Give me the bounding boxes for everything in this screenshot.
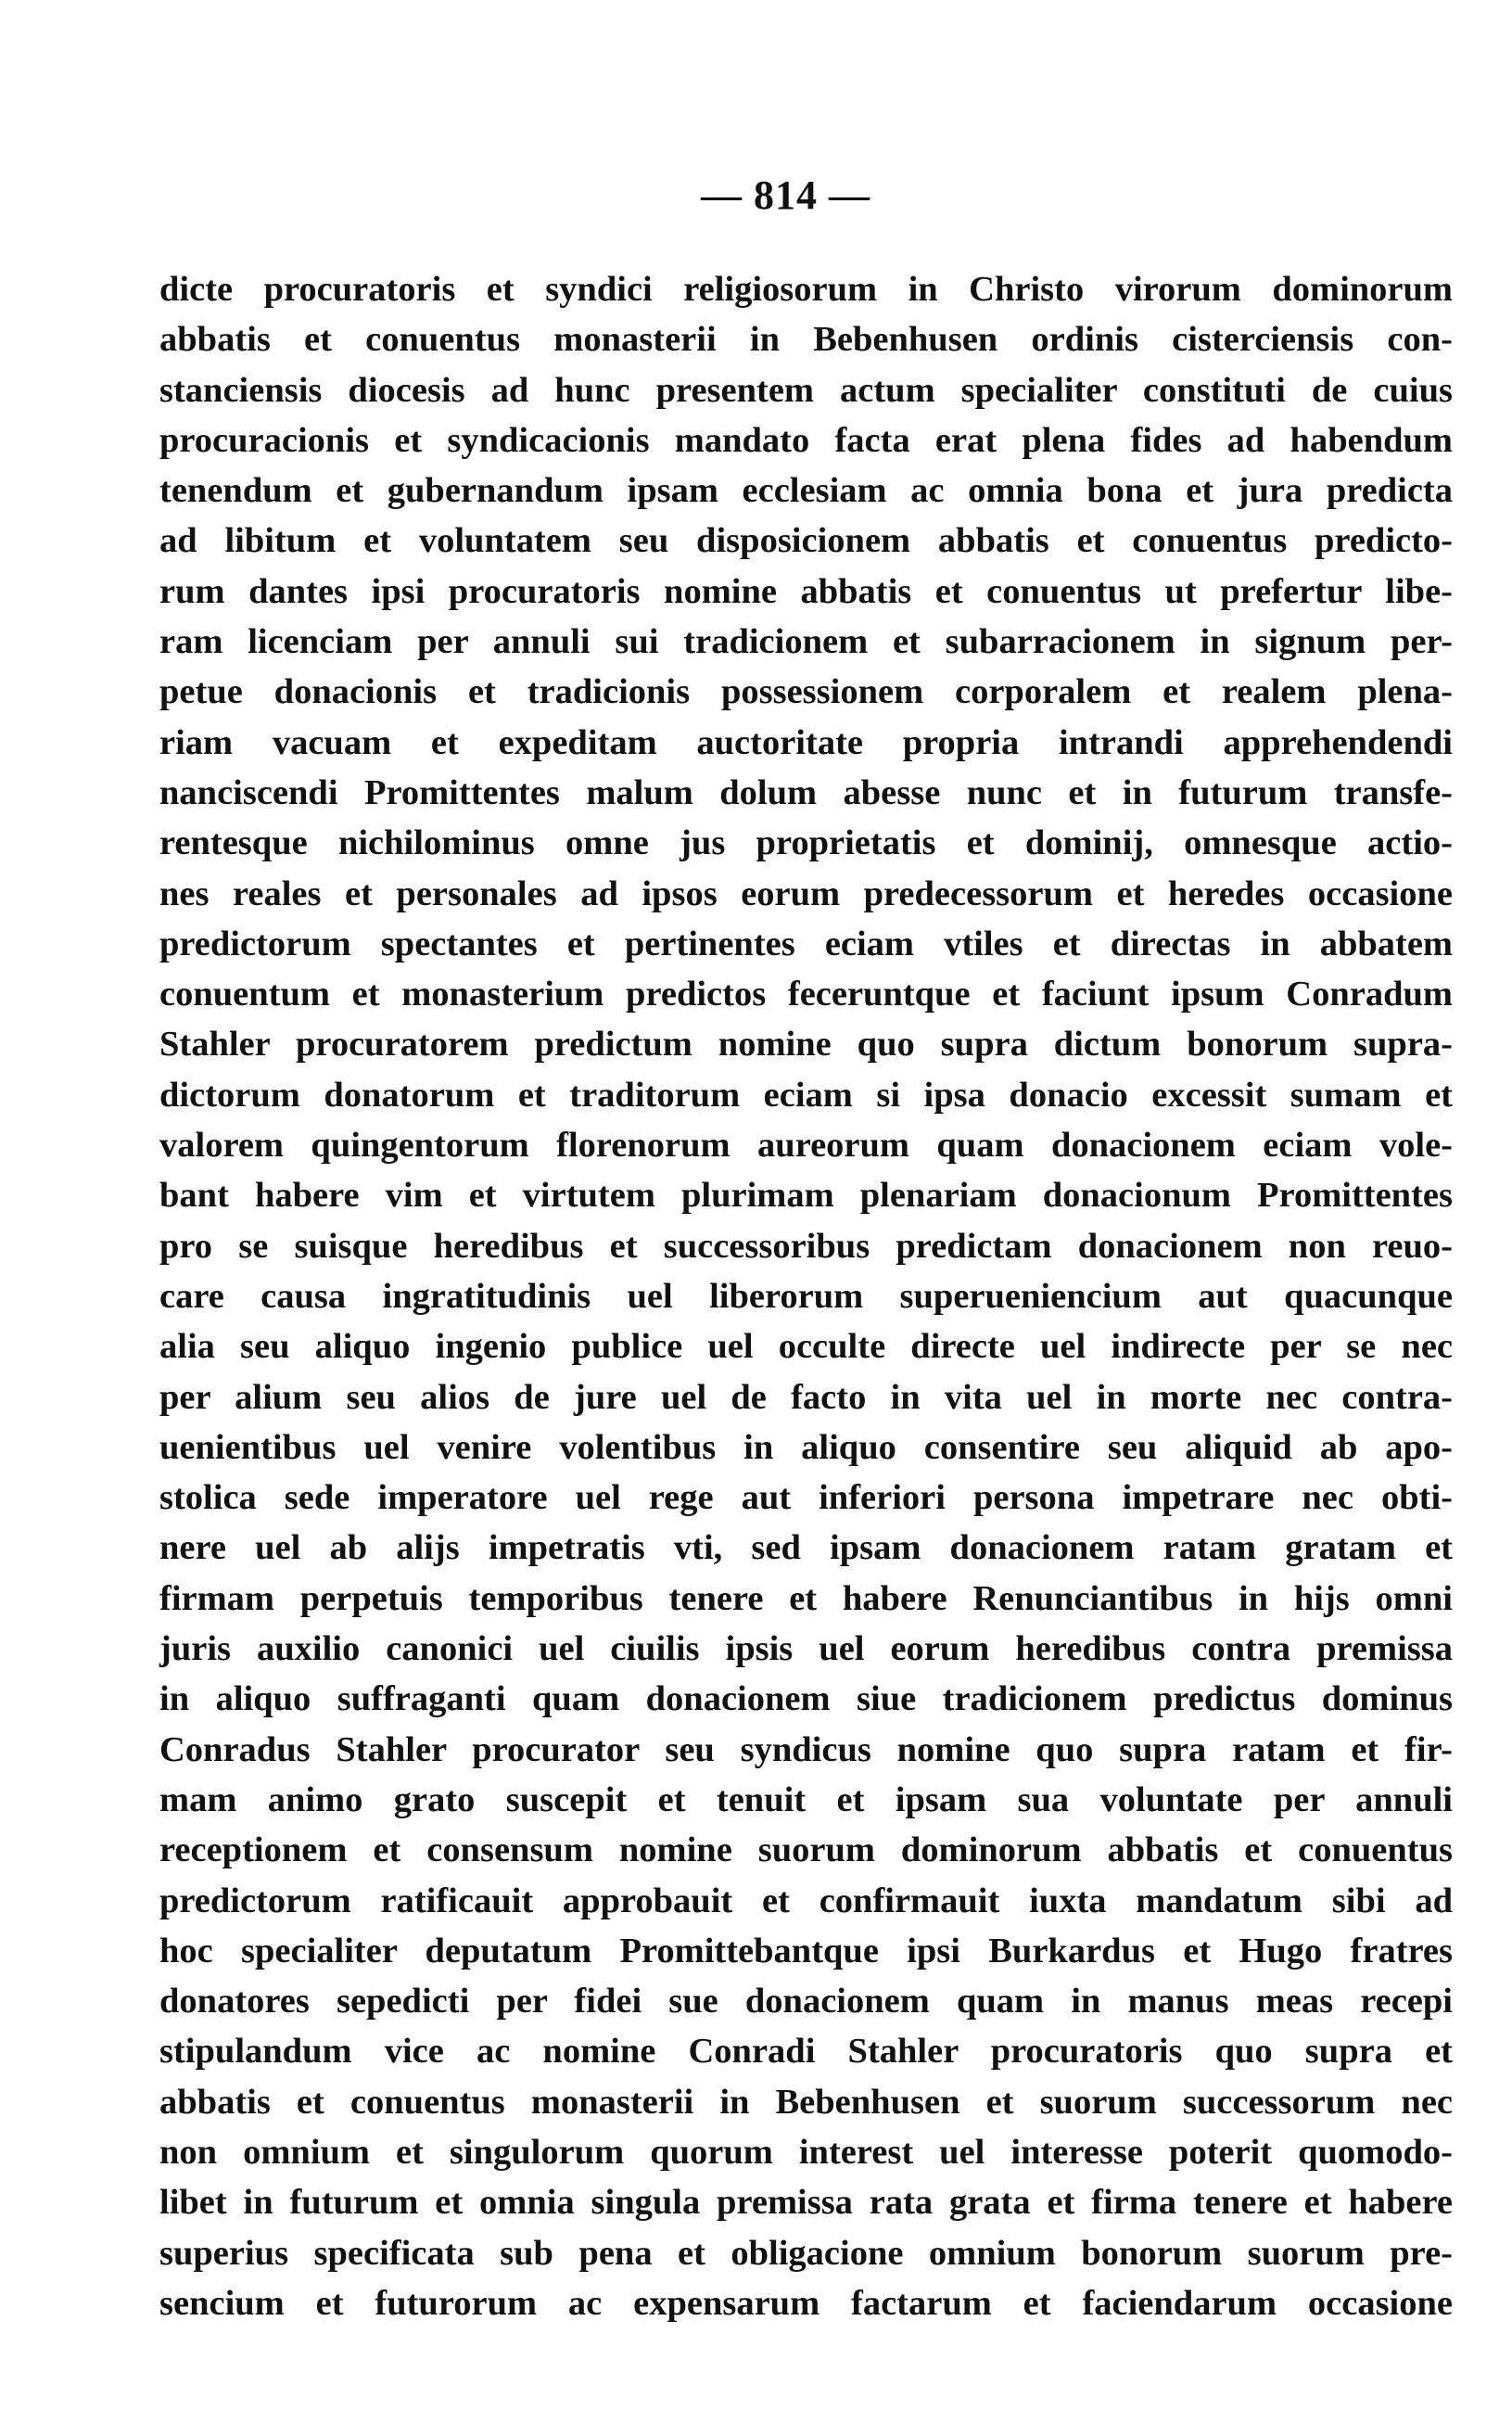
text-line: riam vacuam et expeditam auctoritate propria intrandi apprehendendi — [159, 722, 1453, 762]
text-line: dicte procuratoris et syndici religiosorum in Christo virorum dominorum — [159, 270, 1453, 309]
text-line: dictorum donatorum et traditorum eciam si ipsa donacio excessit sumam et — [159, 1075, 1453, 1115]
text-line: nanciscendi Promittentes malum dolum abesse nunc et in futurum transfe- — [159, 772, 1453, 812]
text-line: predictorum ratificauit approbauit et confirmauit iuxta mandatum sibi ad — [159, 1881, 1453, 1920]
text-line: rentesque nichilominus omne jus proprietatis et dominij, omnesque actio- — [159, 823, 1453, 863]
text-line: tenendum et gubernandum ipsam ecclesiam ac omnia bona et jura predicta — [159, 471, 1453, 511]
text-line: libet in futurum et omnia singula premissa rata grata et firma tenere et habere — [159, 2183, 1453, 2223]
text-line: in aliquo suffraganti quam donacionem siue tradicionem predictus dominus — [159, 1679, 1453, 1719]
document-body — [159, 264, 1453, 2328]
text-line: valorem quingentorum florenorum aureorum quam donacionem eciam vole- — [159, 1126, 1453, 1166]
text-line: sencium et futurorum ac expensarum factarum et faciendarum occasione — [159, 2283, 1453, 2323]
text-line: abbatis et conuentus monasterii in Bebenhusen ordinis cisterciensis con- — [159, 320, 1453, 360]
text-line: ad libitum et voluntatem seu disposicionem abbatis et conuentus predicto- — [159, 521, 1453, 561]
text-line: conuentum et monasterium predictos feceruntque et faciunt ipsum Conradum — [159, 975, 1453, 1014]
text-line: Conradus Stahler procurator seu syndicus nomine quo supra ratam et fir- — [159, 1729, 1453, 1769]
text-line: predictorum spectantes et pertinentes eciam vtiles et directas in abbatem — [159, 924, 1453, 963]
text-line: juris auxilio canonici uel ciuilis ipsis uel eorum heredibus contra premissa — [159, 1629, 1453, 1669]
text-line: Stahler procuratorem predictum nomine quo supra dictum bonorum supra- — [159, 1025, 1453, 1065]
text-line: ram licenciam per annuli sui tradicionem et subarracionem in signum per- — [159, 622, 1453, 662]
text-line: non omnium et singulorum quorum interest uel interesse poterit quomodo- — [159, 2132, 1453, 2172]
text-line: petue donacionis et tradicionis possessionem corporalem et realem plena- — [159, 672, 1453, 712]
text-line: nes reales et personales ad ipsos eorum predecessorum et heredes occasione — [159, 874, 1453, 913]
text-line: uenientibus uel venire volentibus in aliquo consentire seu aliquid ab apo- — [159, 1427, 1453, 1467]
text-line: pro se suisque heredibus et successoribus predictam donacionem non reuo- — [159, 1226, 1453, 1266]
text-line: rum dantes ipsi procuratoris nomine abbatis et conuentus ut prefertur libe- — [159, 571, 1453, 611]
text-line: mam animo grato suscepit et tenuit et ipsam sua voluntate per annuli — [159, 1779, 1453, 1819]
page-number — [0, 172, 1512, 219]
text-line: abbatis et conuentus monasterii in Bebenhusen et suorum successorum nec — [159, 2082, 1453, 2122]
text-line: donatores sepedicti per fidei sue donacionem quam in manus meas recepi — [159, 1982, 1453, 2021]
text-line: superius specificata sub pena et obligacione omnium bonorum suorum pre- — [159, 2233, 1453, 2273]
text-line: bant habere vim et virtutem plurimam plenariam donacionum Promittentes — [159, 1176, 1453, 1216]
text-line: receptionem et consensum nomine suorum dominorum abbatis et conuentus — [159, 1830, 1453, 1870]
text-line: stipulandum vice ac nomine Conradi Stahler procuratoris quo supra et — [159, 2032, 1453, 2072]
text-line: alia seu aliquo ingenio publice uel occulte directe uel indirecte per se nec — [159, 1327, 1453, 1367]
text-line: stanciensis diocesis ad hunc presentem actum specialiter constituti de cuius — [159, 370, 1453, 410]
text-line: care causa ingratitudinis uel liberorum superueniencium aut quacunque — [159, 1276, 1453, 1316]
text-line: procuracionis et syndicacionis mandato facta erat plena fides ad habendum — [159, 420, 1453, 460]
text-line: stolica sede imperatore uel rege aut inferiori persona impetrare nec obti- — [159, 1478, 1453, 1518]
text-line: hoc specialiter deputatum Promittebantque ipsi Burkardus et Hugo fratres — [159, 1931, 1453, 1970]
text-line: per alium seu alios de jure uel de facto in vita uel in morte nec contra- — [159, 1377, 1453, 1417]
page-number-text: — 814 — — [701, 172, 870, 218]
text-line: firmam perpetuis temporibus tenere et habere Renunciantibus in hijs omni — [159, 1578, 1453, 1618]
text-line: nere uel ab alijs impetratis vti, sed ipsam donacionem ratam gratam et — [159, 1528, 1453, 1568]
